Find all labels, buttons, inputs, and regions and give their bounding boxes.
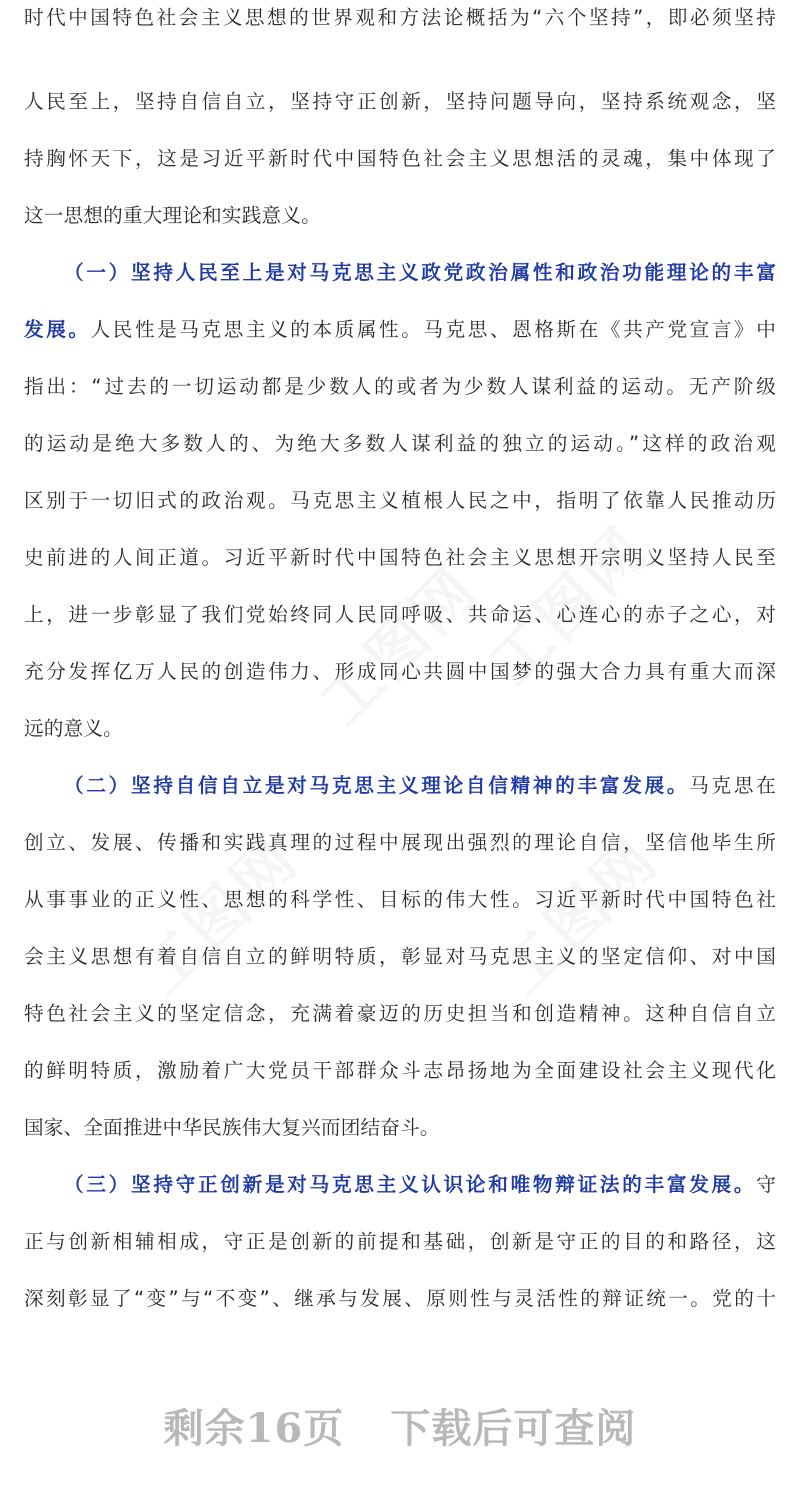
body-text-line: 的运动是绝大多数人的、为绝大多数人谋利益的独立的运动。”这样的政治观: [24, 432, 776, 455]
watermark: 工图网: [126, 823, 313, 1010]
body-text-fragment: 马克思在: [689, 774, 776, 797]
body-text-line: 国家、全面推进中华民族伟大复兴而团结奋斗。: [24, 1116, 440, 1139]
body-text-line: [64, 1170, 776, 1200]
body-text-line: 远的意义。: [24, 717, 123, 740]
body-text-line: 正与创新相辅相成，守正是创新的前提和基础，创新是守正的目的和路径，这: [24, 1230, 776, 1253]
body-text-line: 深刻彰显了“变”与“不变”、继承与发展、原则性与灵活性的辩证统一。党的十: [24, 1287, 776, 1310]
body-text-line: [24, 315, 776, 345]
section-heading-1-continued: 发展。: [24, 318, 91, 341]
section-heading-3: （三）坚持守正创新是对马克思主义认识论和唯物辩证法的丰富发展。: [64, 1173, 757, 1196]
body-text-fragment: 人民性是马克思主义的本质属性。马克思、恩格斯在《共产党宣言》中: [90, 318, 777, 341]
body-text-line: 史前进的人间正道。习近平新时代中国特色社会主义思想开宗明义坚持人民至: [24, 546, 776, 569]
watermark: 工图网: [476, 513, 663, 700]
body-text-line: 这一思想的重大理论和实践意义。: [24, 204, 321, 227]
body-text-line: 时代中国特色社会主义思想的世界观和方法论概括为“六个坚持”，即必须坚持: [24, 6, 776, 29]
body-text-line: 人民至上，坚持自信自立，坚持守正创新，坚持问题导向，坚持系统观念，坚: [24, 90, 776, 113]
watermark: 工图网: [486, 823, 673, 1010]
section-heading-2: （二）坚持自信自立是对马克思主义理论自信精神的丰富发展。: [64, 774, 690, 797]
watermark: 工图网: [306, 553, 493, 740]
remaining-pages-label: 剩余16页: [163, 1404, 345, 1452]
body-text-line: 从事事业的正义性、思想的科学性、目标的伟大性。习近平新时代中国特色社: [24, 888, 776, 911]
download-banner[interactable]: [0, 1395, 800, 1455]
body-text-line: 的鲜明特质，激励着广大党员干部群众斗志昂扬地为全面建设社会主义现代化: [24, 1059, 776, 1082]
body-text-line: 会主义思想有着自信自立的鲜明特质，彰显对马克思主义的坚定信仰、对中国: [24, 945, 776, 968]
body-text-line: 创立、发展、传播和实践真理的过程中展现出强烈的理论自信，坚信他毕生所: [24, 831, 776, 854]
body-text-line: 指出：“过去的一切运动都是少数人的或者为少数人谋利益的运动。无产阶级: [24, 375, 776, 398]
section-heading-1: （一）坚持人民至上是对马克思主义政党政治属性和政治功能理论的丰富: [64, 261, 776, 284]
body-text-line: 持胸怀天下，这是习近平新时代中国特色社会主义思想活的灵魂，集中体现了: [24, 147, 776, 170]
body-text-line: 充分发挥亿万人民的创造伟力、形成同心共圆中国梦的强大合力具有重大而深: [24, 660, 776, 683]
body-text-line: 特色社会主义的坚定信念，充满着豪迈的历史担当和创造精神。这种自信自立: [24, 1002, 776, 1025]
download-hint-label[interactable]: 下载后可查阅: [390, 1404, 637, 1452]
body-text-fragment: 守: [756, 1173, 776, 1196]
body-text-line: [64, 771, 776, 801]
body-text-line: 区别于一切旧式的政治观。马克思主义植根人民之中，指明了依靠人民推动历: [24, 489, 776, 512]
body-text-line: 上，进一步彰显了我们党始终同人民同呼吸、共命运、心连心的赤子之心，对: [24, 603, 776, 626]
